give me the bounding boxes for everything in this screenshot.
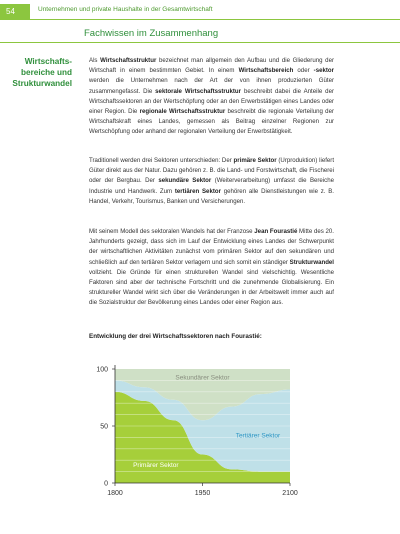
text-run: Als — [89, 57, 101, 64]
bold-term: primäre Sektor — [233, 157, 277, 164]
header-rule — [30, 19, 400, 20]
x-tick-label: 2100 — [282, 490, 298, 497]
sector-area-chart — [0, 345, 400, 515]
paragraph — [89, 227, 334, 309]
bold-term: Wirtschaftsstruktur — [100, 57, 157, 64]
margin-heading-line: Strukturwandel — [12, 79, 72, 88]
text-run: beschreibt dabei die Anteile der Wirtschaftssektoren an der Wertschöpfung oder an den Erwerbstätigen eines Landes oder einer Region. Die — [89, 87, 334, 116]
text-run: oder — [293, 67, 314, 75]
running-title: Unternehmen und private Haushalte in der Gesamtwirtschaft — [38, 6, 213, 13]
section-rule — [0, 42, 400, 43]
x-tick-label: 1950 — [194, 490, 211, 497]
text-run: Mit seinem Modell des sektoralen Wandels hat der Franzose — [89, 228, 255, 235]
page-number: 54 — [0, 4, 30, 20]
paragraph — [89, 56, 334, 138]
running-header — [0, 0, 400, 20]
text-run: vollzieht. Die Gründe für einen strukturellen Wandel sind vielschichtig. Wesentliche Faktoren sind aber der technische Fortschritt und die zunehmende Globalisierung. Ein struktureller Wandel wirkt sich über die Veränderungen in der Arbeitswelt immer auch auf die Sozialstruktur der Bevölkerung eines Landes oder einer Region aus. — [89, 268, 334, 307]
y-tick-label: 0 — [104, 480, 108, 488]
section-title: Fachwissen im Zusammenhang — [84, 28, 219, 39]
bold-term: -sektor — [313, 67, 334, 75]
bold-term: Wirtschaftsbereich — [238, 67, 294, 75]
series-label: Sekundärer Sektor — [175, 374, 230, 382]
bold-term: tertiären Sektor — [174, 187, 221, 195]
bold-term: Jean Fourastié — [254, 228, 298, 235]
text-run: gehören alle Dienstleistungen wie z. B. Handel, Verkehr, Tourismus, Banken und Versicherungen. — [89, 187, 335, 205]
y-tick-label: 100 — [96, 366, 108, 374]
x-tick-label: 1800 — [107, 490, 123, 497]
bold-term: sekundäre Sektor — [158, 177, 212, 185]
text-run: (Weiterverarbeitung) umfasst die Bereiche Industrie und Handwerk. Zum — [89, 177, 335, 195]
bold-term: sektorale Wirtschaftsstruktur — [155, 87, 242, 95]
y-tick-label: 50 — [100, 423, 108, 431]
text-run: (Urproduktion) liefert Güter direkt aus der Natur. Dazu gehören z. B. die Land- und Forstwirtschaft, die Fischerei oder der Bergbau. Der — [89, 157, 335, 185]
text-run: werden die Unternehmen nach der Art der von ihnen produzierten Güter zusammengefasst. Die — [89, 77, 334, 95]
text-run: beschreibt die regionale Verteilung der Wirtschaftskraft eines Landes, gemessen als Beitrag einzelner Regionen zur Wertschöpfung oder anhand der regionalen Verteilung der Erwerbstätigkeit. — [89, 108, 334, 136]
paragraph — [89, 156, 334, 207]
margin-heading-line: bereiche und — [21, 68, 72, 77]
text-run: Mitte des 20. Jahrhunderts gezeigt, dass sich im Lauf der Entwicklung eines Landes der Schwerpunkt der wirtschaftlichen Aktivitäten zunächst vom primären Sektor auf den sekundären und schließlich auf den tertiären Sektor verlagern und sich somit ein ständiger — [89, 228, 334, 266]
margin-heading — [0, 56, 72, 89]
margin-heading-line: Wirtschafts- — [24, 57, 72, 66]
series-label: Primärer Sektor — [133, 462, 179, 470]
text-run: Traditionell werden drei Sektoren unterschieden: Der — [89, 157, 234, 164]
bold-term: regionale Wirtschaftsstruktur — [139, 108, 226, 116]
text-run: bezeichnet man allgemein den Aufbau und die Gliederung der Wirtschaft in einem bestimmten Gebiet. In einem — [89, 57, 334, 75]
chart-caption: Entwicklung der drei Wirtschaftssektoren nach Fourastié: — [89, 333, 262, 340]
bold-term: Strukturwandel — [289, 258, 334, 266]
series-label: Tertiärer Sektor — [235, 432, 281, 440]
